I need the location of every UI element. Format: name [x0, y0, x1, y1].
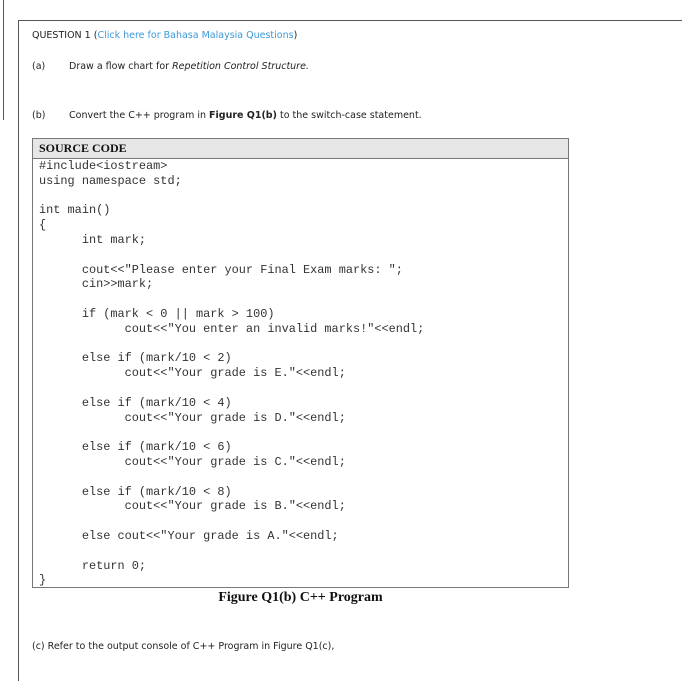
question-title [32, 30, 297, 41]
code-line: else if (mark/10 < 8) [39, 484, 232, 499]
code-line: else if (mark/10 < 6) [39, 440, 232, 455]
code-line: } [39, 573, 47, 588]
code-line: cout<<"Please enter your Final Exam marks: "; [39, 262, 403, 277]
part-a-text-prefix: Draw a flow chart for [69, 61, 173, 72]
code-line: else if (mark/10 < 4) [39, 395, 232, 410]
left-frame-divider [0, 0, 4, 120]
source-code [39, 159, 424, 588]
code-line: cout<<"You enter an invalid marks!"<<endl; [39, 321, 425, 336]
part-b-text-suffix: to the switch-case statement. [276, 110, 422, 121]
part-b-text-bold: Figure Q1(b) [209, 110, 277, 121]
code-line: if (mark < 0 || mark > 100) [39, 306, 275, 321]
code-line: int mark; [39, 232, 147, 247]
code-line: #include<iostream> [39, 159, 168, 173]
source-code-header: SOURCE CODE [33, 139, 568, 159]
part-a-label: (a) [32, 61, 46, 72]
code-line: return 0; [39, 558, 147, 573]
question-title-suffix: ) [293, 30, 298, 41]
code-line: cout<<"Your grade is D."<<endl; [39, 410, 346, 425]
source-code-box [32, 138, 569, 588]
code-line: cout<<"Your grade is C."<<endl; [39, 454, 346, 469]
code-line: cin>>mark; [39, 277, 154, 292]
figure-caption: Figure Q1(b) C++ Program [218, 590, 383, 605]
question-title-prefix: QUESTION 1 ( [32, 30, 98, 41]
code-line: else cout<<"Your grade is A."<<endl; [39, 528, 339, 543]
bahasa-malaysia-link[interactable]: Click here for Bahasa Malaysia Questions [97, 30, 294, 41]
part-c-text: (c) Refer to the output console of C++ Program in Figure Q1(c), [32, 641, 335, 652]
part-a-text [69, 61, 309, 72]
part-b-label: (b) [32, 110, 46, 121]
code-line: int main() [39, 203, 111, 218]
part-b-text [69, 110, 422, 121]
code-line: { [39, 218, 47, 233]
code-line: else if (mark/10 < 2) [39, 351, 232, 366]
part-b-text-prefix: Convert the C++ program in [69, 110, 210, 121]
part-a-text-italic: Repetition Control Structure. [172, 61, 309, 72]
code-line: using namespace std; [39, 173, 182, 188]
code-line: cout<<"Your grade is E."<<endl; [39, 366, 346, 381]
code-line: cout<<"Your grade is B."<<endl; [39, 499, 346, 514]
